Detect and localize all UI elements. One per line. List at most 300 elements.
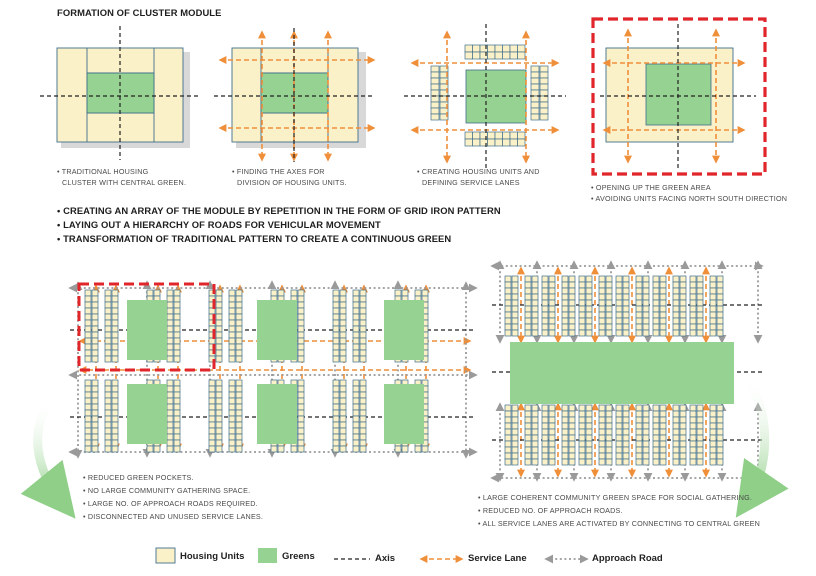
right-grid-unit-column — [690, 405, 696, 411]
left-grid-unit-column — [154, 446, 160, 452]
right-grid-unit-column — [525, 453, 531, 459]
left-grid-unit-column — [112, 428, 118, 434]
right-grid-unit-column — [673, 435, 679, 441]
left-grid-unit-column — [216, 422, 222, 428]
right-grid-unit-column — [569, 411, 575, 417]
step3-unit-column — [531, 78, 539, 84]
left-grid-unit-column — [216, 416, 222, 422]
left-grid-unit-column — [340, 350, 346, 356]
left-grid-unit-column — [85, 344, 91, 350]
step3-unit-column — [531, 84, 539, 90]
left-grid-unit-column — [229, 320, 235, 326]
left-grid-unit-column — [167, 380, 173, 386]
right-grid-unit-column — [710, 282, 716, 288]
right-grid-unit-column — [673, 405, 679, 411]
left-grid-unit-column — [353, 446, 359, 452]
right-grid-unit-column — [562, 459, 568, 465]
left-grid-unit-column — [236, 302, 242, 308]
left-grid-unit-column — [340, 332, 346, 338]
right-grid-unit-column — [562, 441, 568, 447]
right-grid-unit-column — [636, 306, 642, 312]
left-grid-unit-column — [112, 326, 118, 332]
left-grid-unit-column — [340, 434, 346, 440]
right-grid-unit-column — [505, 453, 511, 459]
right-grid-unit-column — [532, 441, 538, 447]
left-grid-unit-column — [353, 350, 359, 356]
right-grid-unit-column — [673, 411, 679, 417]
right-grid-unit-column — [643, 447, 649, 453]
left-grid-unit-column — [112, 320, 118, 326]
left-grid-unit-column — [216, 440, 222, 446]
left-grid-unit-column — [105, 410, 111, 416]
left-grid-unit-column — [422, 290, 428, 296]
right-grid-unit-column — [579, 459, 585, 465]
right-grid-unit-column — [579, 447, 585, 453]
left-grid-unit-column — [298, 344, 304, 350]
right-grid-unit-column — [512, 276, 518, 282]
left-grid-unit-column — [85, 410, 91, 416]
left-grid-unit-column — [395, 290, 401, 296]
right-grid-unit-column — [653, 447, 659, 453]
left-grid-unit-column — [174, 416, 180, 422]
left-grid-unit-column — [167, 350, 173, 356]
right-grid-unit-column — [562, 453, 568, 459]
right-grid-unit-column — [525, 330, 531, 336]
right-grid-unit-column — [616, 330, 622, 336]
right-grid-unit-column — [660, 453, 666, 459]
left-grid-unit-column — [236, 392, 242, 398]
legend-service-lane-label: Service Lane — [468, 553, 527, 564]
right-grid-unit-column — [525, 435, 531, 441]
right-grid-unit-column — [562, 294, 568, 300]
right-note-1: • LARGE COHERENT COMMUNITY GREEN SPACE FOR SOCIAL GATHERING. — [478, 493, 753, 502]
left-grid-unit-column — [112, 440, 118, 446]
right-grid-unit-column — [673, 447, 679, 453]
right-grid-unit-column — [690, 453, 696, 459]
right-grid-unit-column — [525, 288, 531, 294]
right-grid-unit-column — [549, 282, 555, 288]
right-grid-unit-column — [636, 405, 642, 411]
left-grid-unit-column — [340, 416, 346, 422]
right-grid-unit-column — [525, 300, 531, 306]
right-grid-unit-column — [549, 318, 555, 324]
left-grid-unit-column — [167, 428, 173, 434]
left-grid-unit-column — [105, 404, 111, 410]
right-grid-unit-column — [569, 330, 575, 336]
right-grid-unit-column — [599, 294, 605, 300]
left-grid-unit-column — [209, 446, 215, 452]
left-grid-unit-column — [92, 422, 98, 428]
right-grid-unit-column — [690, 288, 696, 294]
right-grid-unit-column — [660, 318, 666, 324]
right-grid-unit-column — [623, 306, 629, 312]
right-grid-unit-column — [717, 411, 723, 417]
right-grid-unit-column — [653, 300, 659, 306]
left-grid-unit-column — [85, 434, 91, 440]
right-grid-unit-column — [562, 447, 568, 453]
right-grid-unit-column — [532, 318, 538, 324]
left-grid-unit-column — [174, 398, 180, 404]
right-grid-unit-column — [690, 435, 696, 441]
left-grid-unit-column — [360, 302, 366, 308]
left-grid-unit-column — [333, 422, 339, 428]
right-grid-unit-column — [562, 276, 568, 282]
left-grid-unit-column — [167, 434, 173, 440]
left-grid-unit-column — [278, 446, 284, 452]
right-grid-unit-column — [579, 441, 585, 447]
left-grid-unit-column — [216, 296, 222, 302]
right-grid-unit-column — [512, 294, 518, 300]
left-grid-unit-column — [85, 428, 91, 434]
right-grid-unit-column — [569, 435, 575, 441]
right-grid-unit-column — [569, 276, 575, 282]
right-grid-unit-column — [690, 306, 696, 312]
left-grid-unit-column — [298, 446, 304, 452]
right-grid-unit-column — [569, 423, 575, 429]
step3-unit-top-row — [518, 45, 526, 52]
left-grid-unit-column — [209, 398, 215, 404]
right-grid-unit-column — [636, 324, 642, 330]
right-grid-unit-column — [643, 294, 649, 300]
right-grid-unit-column — [562, 429, 568, 435]
right-grid-unit-column — [542, 453, 548, 459]
right-grid-unit-column — [673, 330, 679, 336]
left-grid-unit-column — [167, 296, 173, 302]
left-grid-unit-column — [353, 410, 359, 416]
left-grid-unit-column — [85, 320, 91, 326]
right-grid-unit-column — [542, 405, 548, 411]
right-grid-unit-column — [690, 447, 696, 453]
right-grid-unit-column — [690, 441, 696, 447]
left-grid-unit-column — [236, 398, 242, 404]
left-grid-unit-column — [216, 314, 222, 320]
step3-unit-bottom-row — [473, 132, 481, 139]
right-grid-unit-column — [616, 306, 622, 312]
step3-unit-bottom-row — [503, 139, 511, 146]
left-grid-unit-column — [340, 404, 346, 410]
left-grid-unit-column — [353, 428, 359, 434]
right-grid-unit-column — [636, 318, 642, 324]
left-grid-unit-column — [216, 302, 222, 308]
right-grid-unit-column — [549, 405, 555, 411]
right-grid-unit-column — [623, 411, 629, 417]
step3-unit-bottom-row — [503, 132, 511, 139]
right-grid-unit-column — [690, 276, 696, 282]
right-grid-unit-column — [697, 411, 703, 417]
left-grid-unit-column — [236, 428, 242, 434]
right-grid-unit-column — [549, 306, 555, 312]
right-grid-unit-column — [505, 441, 511, 447]
left-grid-unit-column — [360, 392, 366, 398]
left-grid-unit-column — [105, 350, 111, 356]
right-grid-unit-column — [680, 405, 686, 411]
left-grid-unit-column — [360, 398, 366, 404]
right-grid-unit-column — [697, 459, 703, 465]
left-grid-unit-column — [333, 296, 339, 302]
right-grid-unit-column — [697, 423, 703, 429]
right-grid-unit-column — [542, 429, 548, 435]
left-grid-unit-column — [340, 410, 346, 416]
right-grid-unit-column — [562, 411, 568, 417]
right-grid-unit-column — [643, 405, 649, 411]
left-grid-unit-column — [236, 332, 242, 338]
right-grid-unit-column — [673, 459, 679, 465]
right-grid-unit-column — [616, 429, 622, 435]
right-grid-unit-column — [697, 312, 703, 318]
left-grid-unit-column — [298, 326, 304, 332]
right-grid-unit-column — [717, 324, 723, 330]
right-grid-unit-column — [653, 429, 659, 435]
right-grid-unit-column — [542, 282, 548, 288]
right-grid-unit-column — [532, 282, 538, 288]
right-grid-unit-column — [606, 459, 612, 465]
right-grid-unit-column — [606, 300, 612, 306]
left-grid-unit-column — [92, 332, 98, 338]
right-grid-unit-column — [569, 447, 575, 453]
step3-unit-top-row — [518, 52, 526, 59]
right-grid-unit-column — [623, 435, 629, 441]
right-grid-unit-column — [660, 435, 666, 441]
left-grid-unit-column — [353, 338, 359, 344]
left-grid-unit-column — [298, 314, 304, 320]
right-grid-unit-column — [660, 294, 666, 300]
right-grid-unit-column — [569, 453, 575, 459]
right-grid-unit-column — [616, 288, 622, 294]
right-grid-unit-column — [636, 453, 642, 459]
left-grid-unit-column — [360, 320, 366, 326]
right-grid-unit-column — [569, 294, 575, 300]
step3-unit-column — [540, 108, 548, 114]
right-grid-unit-column — [697, 318, 703, 324]
left-grid-unit-column — [112, 290, 118, 296]
right-grid-unit-column — [623, 330, 629, 336]
left-grid-unit-column — [298, 320, 304, 326]
right-grid-unit-column — [569, 312, 575, 318]
right-grid-unit-column — [532, 411, 538, 417]
right-grid-unit-column — [599, 429, 605, 435]
right-grid-unit-column — [532, 435, 538, 441]
right-grid-unit-column — [673, 288, 679, 294]
right-grid-unit-column — [542, 300, 548, 306]
right-grid-unit-column — [532, 294, 538, 300]
right-grid-unit-column — [532, 423, 538, 429]
left-grid-unit-column — [229, 326, 235, 332]
right-grid-unit-column — [636, 459, 642, 465]
left-grid-unit-column — [105, 308, 111, 314]
left-grid-unit-column — [85, 422, 91, 428]
left-grid-unit-column — [209, 440, 215, 446]
right-grid-unit-column — [673, 441, 679, 447]
left-grid-unit-column — [105, 320, 111, 326]
principle-2: • LAYING OUT A HIERARCHY OF ROADS FOR VEHICULAR MOVEMENT — [57, 219, 381, 230]
left-grid-green-pocket — [127, 384, 167, 444]
step3-unit-top-row — [473, 52, 481, 59]
right-grid-unit-column — [673, 429, 679, 435]
left-grid-unit-column — [85, 404, 91, 410]
left-grid-unit-column — [353, 356, 359, 362]
left-grid-unit-column — [360, 380, 366, 386]
right-grid-unit-column — [636, 300, 642, 306]
right-grid-unit-column — [579, 330, 585, 336]
right-grid-unit-column — [717, 276, 723, 282]
right-grid-unit-column — [660, 459, 666, 465]
left-grid-green-pocket — [257, 384, 297, 444]
right-grid-unit-column — [717, 417, 723, 423]
left-grid-unit-column — [112, 314, 118, 320]
right-grid-unit-column — [623, 459, 629, 465]
right-grid-unit-column — [710, 405, 716, 411]
right-grid-unit-column — [532, 324, 538, 330]
right-grid-unit-column — [623, 318, 629, 324]
right-grid-unit-column — [542, 318, 548, 324]
left-grid-unit-column — [167, 404, 173, 410]
left-grid-unit-column — [229, 344, 235, 350]
left-grid-unit-column — [174, 434, 180, 440]
right-grid-unit-column — [680, 453, 686, 459]
right-grid-unit-column — [599, 288, 605, 294]
right-grid-unit-column — [643, 276, 649, 282]
left-grid-unit-column — [229, 296, 235, 302]
right-grid-unit-column — [690, 300, 696, 306]
right-grid-unit-column — [697, 447, 703, 453]
right-grid-unit-column — [549, 435, 555, 441]
right-grid-unit-column — [623, 453, 629, 459]
right-grid-unit-column — [616, 459, 622, 465]
left-grid-unit-column — [92, 350, 98, 356]
right-grid-unit-column — [525, 429, 531, 435]
right-grid-unit-column — [525, 306, 531, 312]
left-grid-unit-column — [298, 302, 304, 308]
left-grid-unit-column — [209, 422, 215, 428]
left-grid-unit-column — [333, 308, 339, 314]
right-grid-unit-column — [549, 276, 555, 282]
right-grid-unit-column — [562, 324, 568, 330]
left-grid-unit-column — [209, 434, 215, 440]
left-grid-unit-column — [236, 308, 242, 314]
step3-unit-top-row — [495, 45, 503, 52]
step3-unit-column — [431, 90, 439, 96]
right-grid-unit-column — [710, 312, 716, 318]
left-grid-unit-column — [174, 380, 180, 386]
left-grid-unit-column — [167, 302, 173, 308]
left-grid-unit-column — [298, 428, 304, 434]
left-grid-unit-column — [298, 410, 304, 416]
step3-unit-bottom-row — [495, 132, 503, 139]
right-grid-unit-column — [579, 312, 585, 318]
right-grid-unit-column — [710, 324, 716, 330]
right-grid-unit-column — [599, 330, 605, 336]
right-grid-unit-column — [636, 330, 642, 336]
right-grid-unit-column — [717, 441, 723, 447]
left-grid-unit-column — [298, 440, 304, 446]
left-grid-unit-column — [340, 290, 346, 296]
right-grid-unit-column — [636, 411, 642, 417]
left-grid-unit-column — [209, 380, 215, 386]
right-grid-unit-column — [599, 441, 605, 447]
right-grid-unit-column — [505, 288, 511, 294]
step3-unit-column — [531, 108, 539, 114]
left-note-4: • DISCONNECTED AND UNUSED SERVICE LANES. — [83, 512, 264, 521]
right-grid-unit-column — [525, 324, 531, 330]
left-grid-unit-column — [174, 302, 180, 308]
left-grid-unit-column — [85, 332, 91, 338]
left-note-3: • LARGE NO. OF APPROACH ROADS REQUIRED. — [83, 499, 258, 508]
step3-unit-column — [540, 102, 548, 108]
legend-housing-swatch — [156, 548, 175, 563]
left-grid-unit-column — [333, 344, 339, 350]
left-grid-unit-column — [167, 392, 173, 398]
left-grid-unit-column — [92, 398, 98, 404]
left-grid-unit-column — [85, 302, 91, 308]
right-grid-unit-column — [660, 441, 666, 447]
right-grid-unit-column — [717, 429, 723, 435]
left-grid-unit-column — [229, 446, 235, 452]
right-grid-unit-column — [636, 288, 642, 294]
right-grid-unit-column — [623, 294, 629, 300]
left-grid-unit-column — [236, 422, 242, 428]
left-grid-unit-column — [105, 332, 111, 338]
left-grid-unit-column — [333, 428, 339, 434]
right-grid-unit-column — [710, 429, 716, 435]
left-grid-unit-column — [174, 290, 180, 296]
right-grid-unit-column — [599, 300, 605, 306]
right-grid-unit-column — [643, 288, 649, 294]
left-grid-unit-column — [353, 386, 359, 392]
right-grid-unit-column — [717, 405, 723, 411]
right-grid-unit-column — [697, 276, 703, 282]
left-grid-unit-column — [216, 404, 222, 410]
right-grid-unit-column — [525, 441, 531, 447]
right-grid-unit-column — [542, 411, 548, 417]
left-grid-unit-column — [360, 410, 366, 416]
left-grid-unit-column — [360, 446, 366, 452]
right-grid-unit-column — [697, 324, 703, 330]
right-grid-unit-column — [710, 459, 716, 465]
step2-caption-line2: DIVISION OF HOUSING UNITS. — [237, 178, 347, 187]
left-grid-unit-column — [236, 338, 242, 344]
left-grid-unit-column — [92, 290, 98, 296]
left-grid-unit-column — [174, 428, 180, 434]
left-grid-unit-column — [105, 338, 111, 344]
left-grid-unit-column — [112, 446, 118, 452]
left-grid-unit-column — [340, 428, 346, 434]
left-grid-unit-column — [112, 434, 118, 440]
step3-unit-bottom-row — [488, 132, 496, 139]
step3-unit-column — [431, 108, 439, 114]
right-grid-unit-column — [512, 441, 518, 447]
right-grid-unit-column — [512, 318, 518, 324]
right-grid-unit-column — [690, 312, 696, 318]
left-grid-unit-column — [105, 422, 111, 428]
right-grid-unit-column — [505, 411, 511, 417]
right-grid-unit-column — [606, 429, 612, 435]
right-grid-unit-column — [710, 411, 716, 417]
left-grid-unit-column — [167, 422, 173, 428]
right-grid-unit-column — [505, 318, 511, 324]
right-grid-unit-column — [606, 318, 612, 324]
left-grid-unit-column — [353, 314, 359, 320]
right-grid-unit-column — [653, 276, 659, 282]
right-grid-unit-column — [542, 276, 548, 282]
right-grid-unit-column — [586, 411, 592, 417]
left-grid-unit-column — [174, 314, 180, 320]
right-grid-unit-column — [697, 417, 703, 423]
right-grid-unit-column — [569, 441, 575, 447]
step3-unit-bottom-row — [495, 139, 503, 146]
right-grid-unit-column — [660, 324, 666, 330]
left-grid-unit-column — [85, 296, 91, 302]
left-grid-green-pocket — [127, 300, 167, 360]
